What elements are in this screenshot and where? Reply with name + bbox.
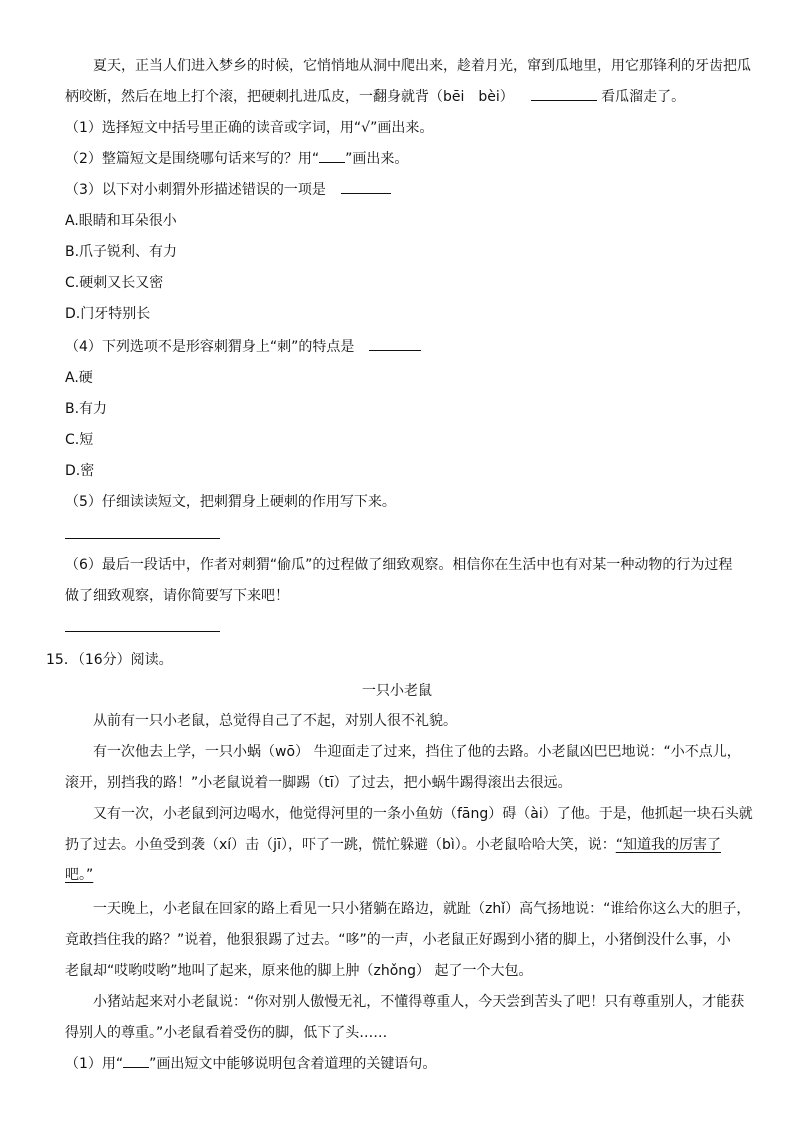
sub-question-6-line1: （6）最后一段话中，作者对刺猬“偷瓜”的过程做了细致观察。相信你在生活中也有对某一种动物的行为过程 bbox=[65, 557, 733, 573]
story-line: 滚开，别挡我的路！”小老鼠说着一脚踢（tī）了过去，把小蜗牛踢得滚出去很远。 bbox=[65, 775, 572, 791]
story-line bbox=[65, 836, 721, 854]
story-line: 小猪站起来对小老鼠说：“你对别人傲慢无礼，不懂得尊重人，今天尝到苦头了吧！只有尊重别人，才能获 bbox=[93, 994, 745, 1010]
story-line: 有一次他去上学，一只小蜗（wō） 牛迎面走了过来，挡住了他的去路。小老鼠凶巴巴地说：“小不点儿， bbox=[93, 744, 741, 760]
question-text: ”画出来。 bbox=[345, 151, 409, 167]
option-b[interactable]: B.爪子锐利、有力 bbox=[65, 244, 178, 260]
story-text: 扔了过去。小鱼受到袭（xí）击（jī），吓了一跳，慌忙躲避（bì）。小老鼠哈哈大笑，说： bbox=[65, 837, 616, 853]
question-text: （2）整篇短文是围绕哪句话来写的？用“ bbox=[65, 151, 320, 167]
sub-question-6-line2: 做了细致观察，请你简要写下来吧！ bbox=[65, 588, 289, 604]
answer-line[interactable] bbox=[65, 538, 220, 539]
option-c[interactable]: C.硬刺又长又密 bbox=[65, 275, 164, 291]
underline-sample bbox=[319, 150, 345, 163]
sub-question-4 bbox=[65, 338, 421, 356]
option-b[interactable]: B.有力 bbox=[65, 401, 108, 417]
story-line: 得别人的尊重。”小老鼠看着受伤的脚，低下了头…… bbox=[65, 1025, 388, 1041]
sub-question-1: （1）选择短文中括号里正确的读音或字词，用“√”画出来。 bbox=[65, 120, 434, 136]
answer-line[interactable] bbox=[65, 631, 220, 632]
answer-blank[interactable] bbox=[341, 181, 391, 194]
underline-sample bbox=[123, 1055, 149, 1068]
story-paragraph: 从前有一只小老鼠，总觉得自己了不起，对别人很不礼貌。 bbox=[93, 713, 457, 729]
story-line: 一天晚上，小老鼠在回家的路上看见一只小猪躺在路边，就趾（zhǐ）高气扬地说：“谁给你这么大的胆子， bbox=[93, 901, 751, 917]
option-c[interactable]: C.短 bbox=[65, 432, 94, 448]
question-text: （3）以下对小刺猬外形描述错误的一项是 bbox=[65, 182, 326, 198]
question-text: （4）下列选项不是形容刺猬身上“刺”的特点是 bbox=[65, 339, 355, 355]
question-text: ”画出短文中能够说明包含着道理的关键语句。 bbox=[149, 1056, 437, 1072]
passage-text: 柄咬断，然后在地上打个滚，把硬刺扎进瓜皮，一翻身就背（bēi bèi） bbox=[65, 89, 514, 105]
question-15-heading: 15．（16分）阅读。 bbox=[46, 652, 173, 668]
story-line: 又有一次，小老鼠到河边喝水，他觉得河里的一条小鱼妨（fāng）碍（ài）了他。于是，他抓起一块石头就 bbox=[93, 806, 753, 822]
story-line: 竟敢挡住我的路？”说着，他狠狠踢了过去。“哆”的一声，小老鼠正好踢到小猪的脚上，小猪倒没什么事，小 bbox=[65, 932, 731, 948]
story-line bbox=[65, 866, 93, 884]
option-a[interactable]: A.眼睛和耳朵很小 bbox=[65, 213, 177, 229]
answer-blank[interactable] bbox=[531, 88, 597, 101]
option-d[interactable]: D.密 bbox=[65, 463, 95, 479]
answer-blank[interactable] bbox=[369, 338, 421, 351]
underlined-quote: 吧。” bbox=[65, 867, 94, 883]
option-a[interactable]: A.硬 bbox=[65, 370, 93, 386]
underlined-quote: “知道我的厉害了 bbox=[615, 837, 721, 853]
passage-line: 夏天，正当人们进入梦乡的时候，它悄悄地从洞中爬出来，趁着月光，窜到瓜地里，用它那锋利的牙齿把瓜 bbox=[93, 58, 751, 74]
passage-line-with-blank bbox=[65, 88, 685, 106]
sub-question-3 bbox=[65, 181, 391, 199]
passage-text: 看瓜溜走了。 bbox=[601, 89, 686, 105]
sub-question-5: （5）仔细读读短文，把刺猬身上硬刺的作用写下来。 bbox=[65, 494, 396, 510]
question-text: （1）用“ bbox=[65, 1056, 124, 1072]
sub-question-2 bbox=[65, 150, 408, 168]
option-d[interactable]: D.门牙特别长 bbox=[65, 306, 151, 322]
story-question-1 bbox=[65, 1055, 436, 1073]
story-line: 老鼠却“哎哟哎哟”地叫了起来，原来他的脚上肿（zhǒng） 起了一个大包。 bbox=[65, 963, 533, 979]
story-title: 一只小老鼠 bbox=[362, 683, 432, 699]
